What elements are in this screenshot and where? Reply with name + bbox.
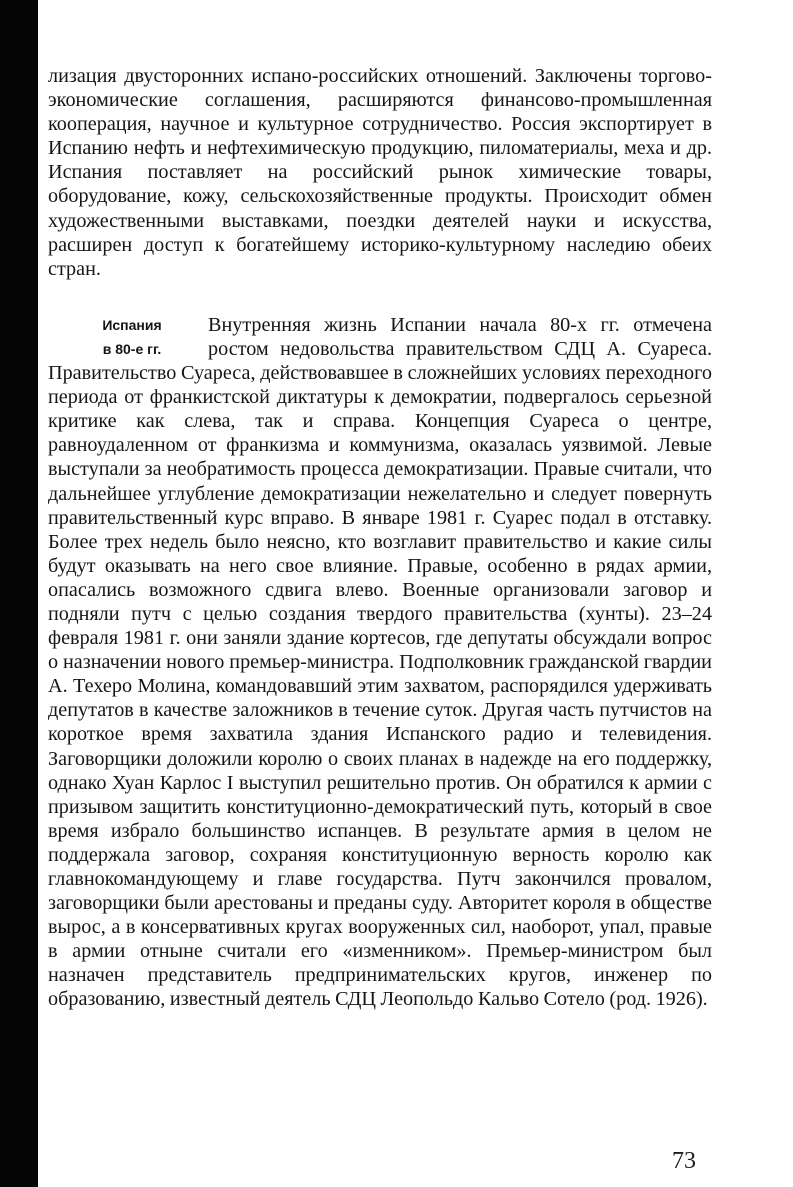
- scan-dark-edge: [0, 0, 38, 1187]
- intro-paragraph: лизация двусторонних испано-российских отношений. Заключены торгово-экономические соглашения, расширяются финансово-промышленная кооперация, научное и культурное сотрудничество. Россия экспортирует в Испанию нефть и нефтехимическую продукцию, пиломатериалы, меха и др. Испания поставляет на российский рынок химические товары, оборудование, кожу, сельскохозяйственные продукты. Происходит обмен художественными выставками, поездки деятелей науки и искусства, расширен доступ к богатейшему историко-культурному наследию обеих стран.: [48, 65, 712, 280]
- section-heading-line-2: в 80-е гг.: [102, 340, 162, 357]
- book-page: [48, 64, 712, 1012]
- page-number: 73: [672, 1148, 696, 1174]
- main-paragraph: Внутренняя жизнь Испании начала 80-х гг. отмечена ростом недовольства правительством СДЦ А. Суареса. Правительство Суареса, действовавшее в сложнейших условиях переходного периода от франкистской диктатуры к демократии, подвергалось серьезной критике как слева, так и справа. Концепция Суареса о центре, равноудаленном от франкизма и коммунизма, оказалась уязвимой. Левые выступали за необратимость процесса демократизации. Правые считали, что дальнейшее углубление демократизации нежелательно и следует повернуть правительственный курс вправо. В январе 1981 г. Суарес подал в отставку. Более трех недель было неясно, кто возглавит правительство и какие силы будут оказывать на него свое влияние. Правые, особенно в рядах армии, опасались возможного сдвига влево. Военные организовали заговор и подняли путч с целью создания твердого правительства (хунты). 23–24 февраля 1981 г. они заняли здание кортесов, где депутаты обсуждали вопрос о назначении нового премьер-министра. Подполковник гражданской гвардии А. Техеро Молина, командовавший этим захватом, распорядился удерживать депутатов в качестве заложников в течение суток. Другая часть путчистов на короткое время захватила здания Испанского радио и телевидения. Заговорщики доложили королю о своих планах в надежде на его поддержку, однако Хуан Карлос I выступил решительно против. Он обратился к армии с призывом защитить конституционно-демократический путь, который в свое время избрало большинство испанцев. В результате армия в целом не поддержала заговор, сохраняя конституционную верность королю как главнокомандующему и главе государства. Путч закончился провалом, заговорщики были арестованы и преданы суду. Авторитет короля в обществе вырос, а в консервативных кругах вооруженных сил, наоборот, упал, правые в армии отныне считали его «изменником». Премьер-министром был назначен представитель предпринимательских кругов, инженер по образованию, известный деятель СДЦ Леопольдо Кальво Сотело (род. 1926).: [48, 313, 712, 1011]
- section-heading: [48, 313, 208, 361]
- section-heading-line-1: Испания: [102, 316, 162, 333]
